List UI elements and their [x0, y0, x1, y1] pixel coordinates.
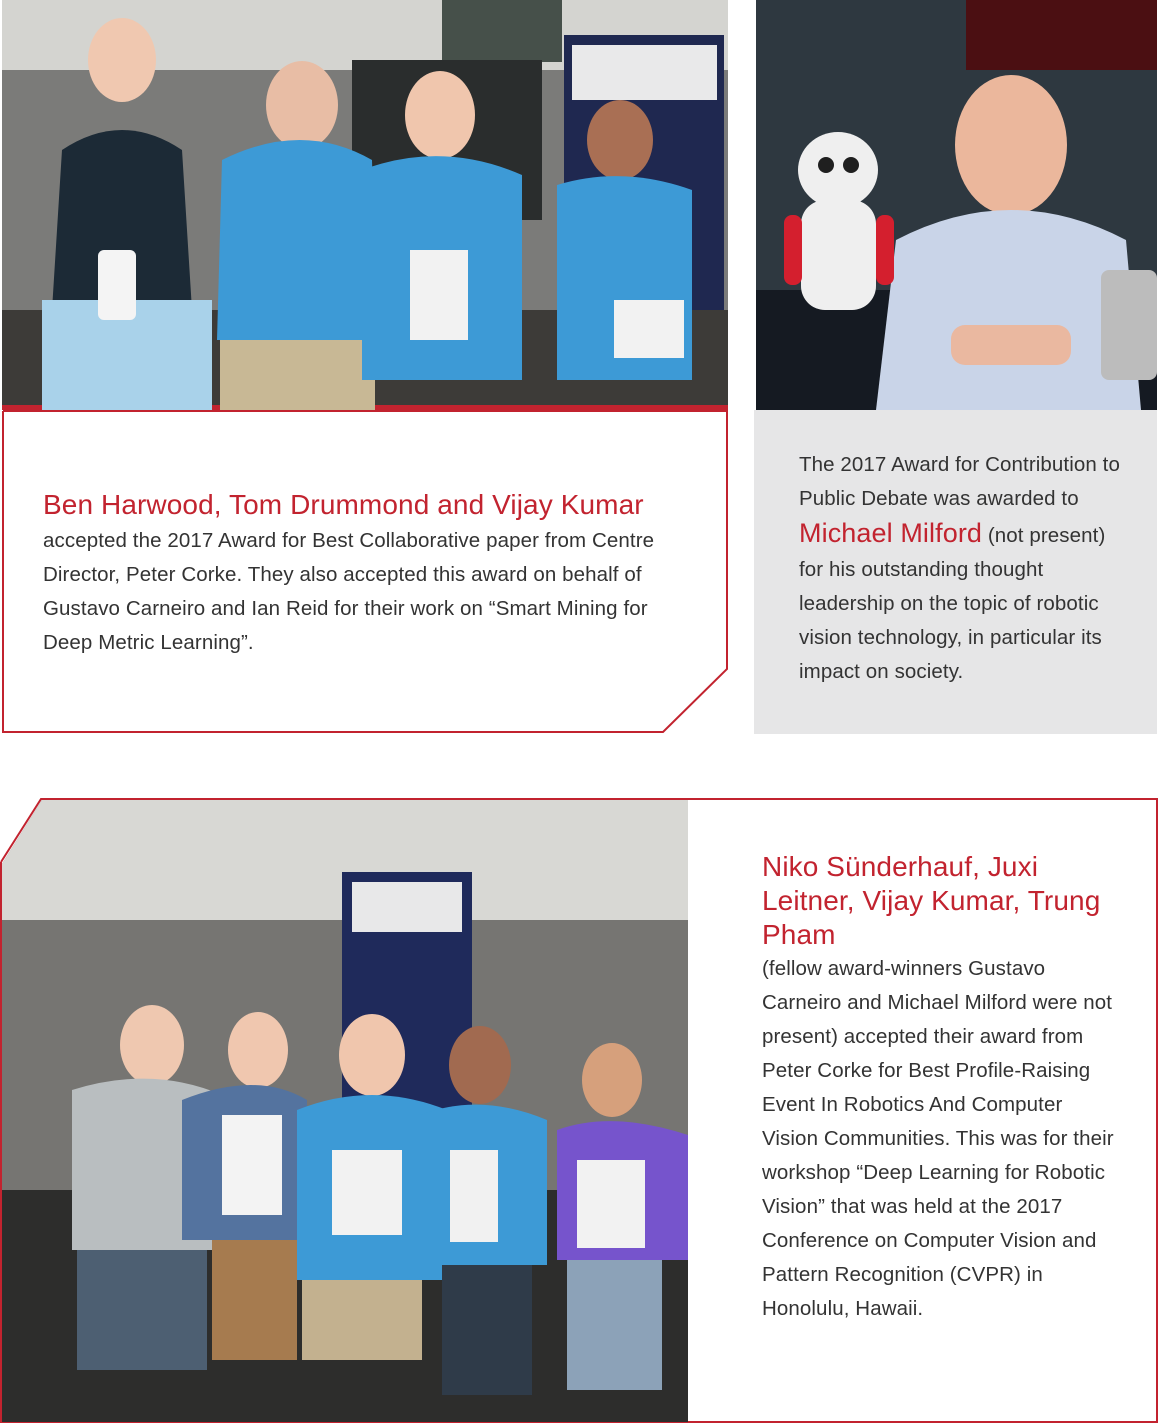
portrait-photo-michael-milford	[756, 0, 1157, 410]
award-recipient-name: Michael Milford	[799, 518, 983, 548]
award-photo-best-collaborative-paper	[2, 0, 728, 410]
award-photo-profile-raising-event	[2, 800, 688, 1422]
photo-scene	[756, 0, 1157, 410]
award-description-after: (not present) for his outstanding thought leadership on the topic of robotic vision technology, in particular its impact on society.	[799, 524, 1106, 683]
caption-content	[799, 448, 1129, 689]
caption-box-public-debate	[754, 410, 1157, 734]
caption-box-profile-raising-event	[762, 850, 1122, 1380]
photo-scene	[2, 800, 688, 1422]
photo-scene	[2, 0, 728, 410]
award-description: accepted the 2017 Award for Best Collaborative paper from Centre Director, Peter Corke. They also accepted this award on behalf of Gustavo Carneiro and Ian Reid for their work on “Smart Mining for Deep Metric Learning”.	[43, 529, 655, 654]
caption-content	[43, 486, 693, 660]
award-recipients-heading: Ben Harwood, Tom Drummond and Vijay Kumar	[43, 489, 644, 520]
award-description: (fellow award-winners Gustavo Carneiro and Michael Milford were not present) accepted their award from Peter Corke for Best Profile-Raising Event In Robotics And Computer Vision Communities. This was for their workshop “Deep Learning for Robotic Vision” that was held at the 2017 Conference on Computer Vision and Pattern Recognition (CVPR) in Honolulu, Hawaii.	[762, 957, 1114, 1320]
award-description	[799, 448, 1129, 689]
caption-box-best-collaborative-paper	[2, 410, 728, 734]
award-description-before: The 2017 Award for Contribution to Public Debate was awarded to	[799, 453, 1120, 510]
award-recipients-heading: Niko Sünderhauf, Juxi Leitner, Vijay Kumar, Trung Pham	[762, 851, 1101, 950]
